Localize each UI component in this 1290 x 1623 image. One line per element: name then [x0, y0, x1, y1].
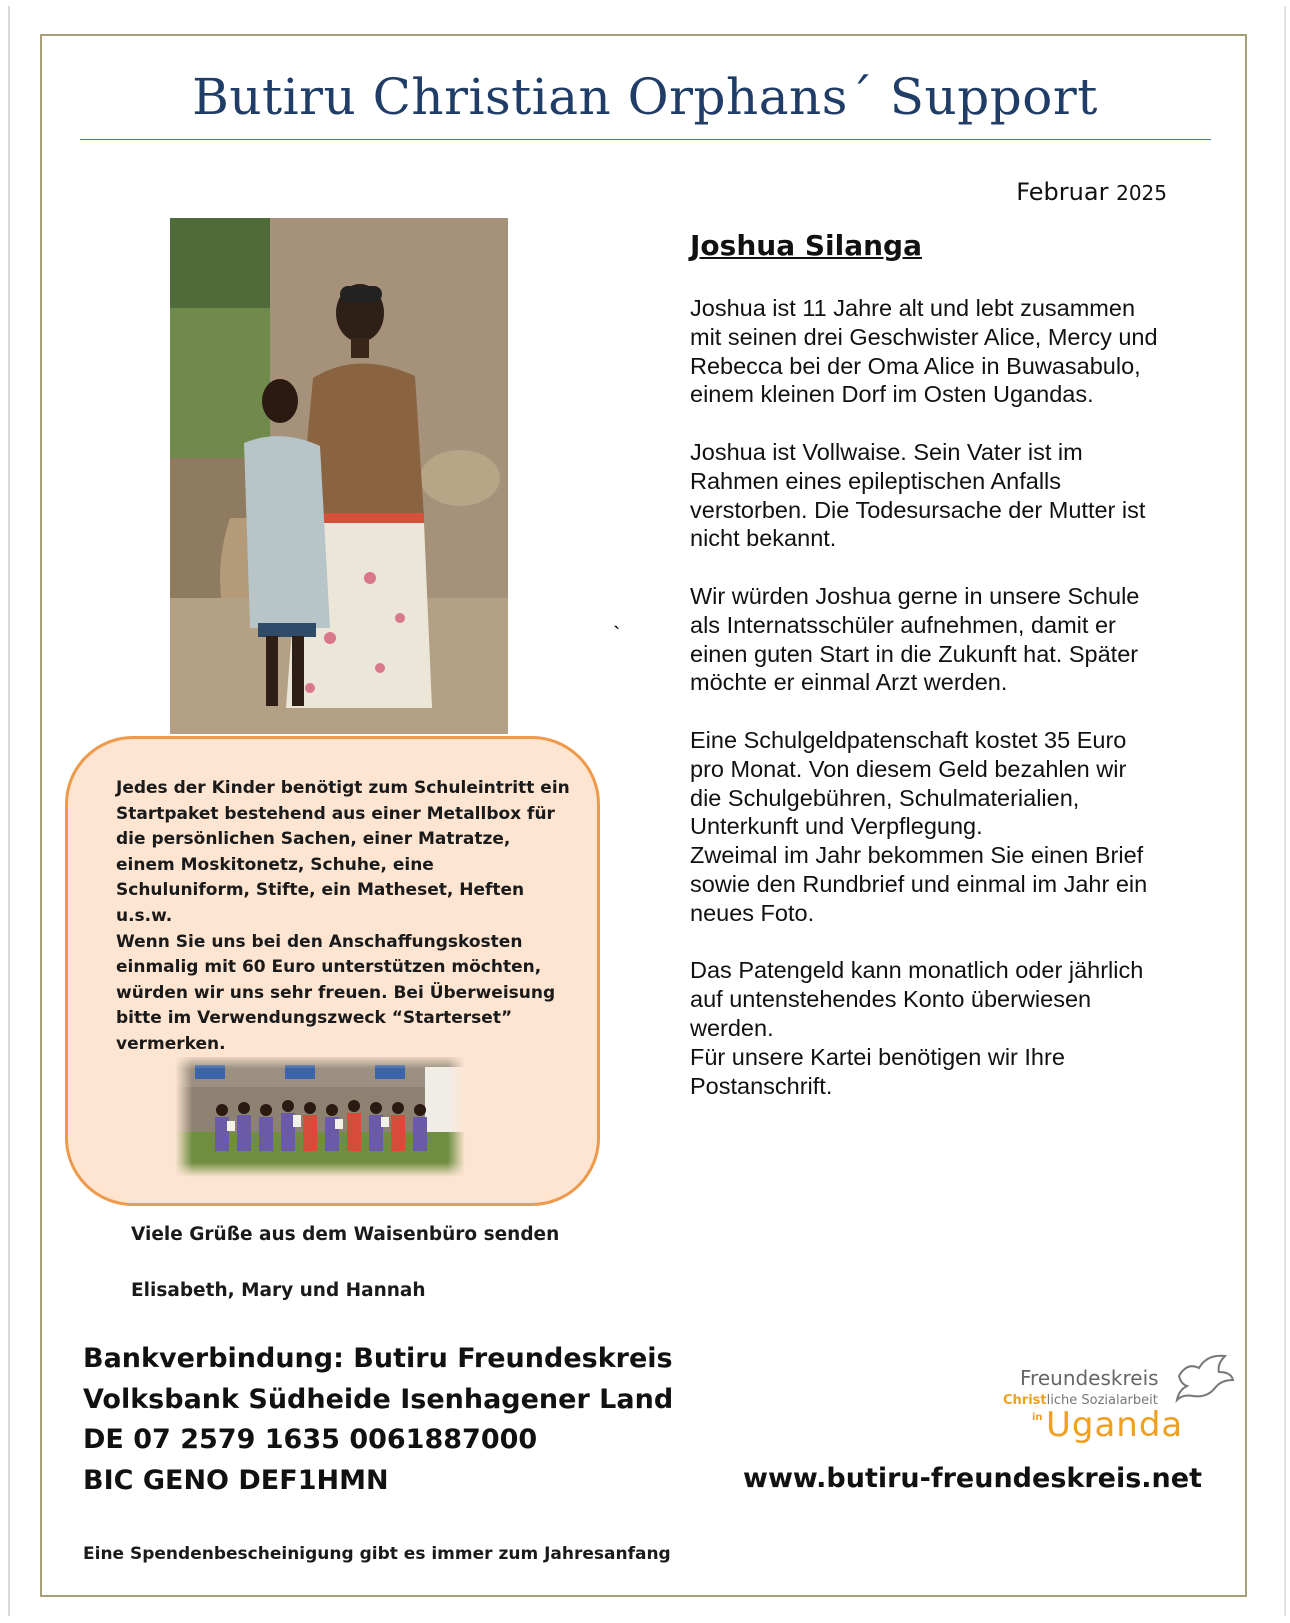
- logo-uganda: Uganda: [1046, 1405, 1184, 1445]
- profile-paragraph: Wir würden Joshua gerne in unsere Schule als Internatsschüler aufnehmen, damit er einen guten Start in die Zukunft hat. Später möchte er einmal Arzt werden.: [690, 582, 1140, 696]
- callout-text: [116, 776, 571, 1058]
- profile-paragraph: Joshua ist Vollwaise. Sein Vater ist im Rahmen eines epileptischen Anfalls verstorben. Die Todesursache der Mutter ist nicht bekannt.: [690, 438, 1146, 552]
- callout-paragraph: Wenn Sie uns bei den Anschaffungskosten einmalig mit 60 Euro unterstützen möchten, würden wir uns sehr freuen. Bei Überweisung bitte im Verwendungszweck “Starterset” vermerken.: [116, 931, 556, 1054]
- logo-sozialarbeit: liche Sozialarbeit: [1046, 1393, 1158, 1408]
- bank-bic: BIC GENO DEF1HMN: [83, 1464, 389, 1496]
- bank-details: [83, 1339, 673, 1501]
- logo-line-freundeskreis: Freundeskreis: [1020, 1366, 1159, 1390]
- bank-line: Bankverbindung: Butiru Freundeskreis: [83, 1343, 673, 1374]
- closing-signers: Elisabeth, Mary und Hannah: [131, 1280, 426, 1301]
- callout-paragraph: Jedes der Kinder benötigt zum Schuleintritt ein Startpaket bestehend aus einer Metallbox für die persönlichen Sachen, einer Matratze, einem Moskitonetz, Schuhe, eine Schuluniform, Stifte, ein Matheset, Heften u.s.w.: [116, 778, 570, 926]
- date-year: 2025: [1116, 181, 1167, 205]
- page-title: Butiru Christian Orphans´ Support: [192, 68, 1098, 126]
- profile-description: [690, 294, 1160, 1129]
- starter-pack-callout: [65, 736, 600, 1206]
- organization-logo: [998, 1352, 1238, 1452]
- logo-in: in: [1032, 1412, 1043, 1423]
- profile-paragraph: Für unsere Kartei benötigen wir Ihre Postanschrift.: [690, 1043, 1065, 1099]
- date-month: Februar: [1016, 178, 1109, 206]
- portrait-photo: [170, 218, 508, 734]
- bank-iban: DE 07 2579 1635 0061887000: [83, 1424, 538, 1455]
- profile-paragraph: Joshua ist 11 Jahre alt und lebt zusammen mit seinen drei Geschwister Alice, Mercy und Rebecca bei der Oma Alice in Buwasabulo, einem kleinen Dorf im Osten Ugandas.: [690, 295, 1158, 408]
- children-group-photo: [175, 1057, 465, 1177]
- logo-christ: Christ: [1003, 1393, 1047, 1408]
- child-name-heading: Joshua Silanga: [690, 229, 922, 262]
- issue-date: [1016, 178, 1167, 206]
- profile-paragraph: Zweimal im Jahr bekommen Sie einen Brief sowie den Rundbrief und einmal im Jahr ein neues Foto.: [690, 842, 1148, 926]
- title-divider: [80, 139, 1211, 140]
- website-link[interactable]: www.butiru-freundeskreis.net: [743, 1463, 1202, 1494]
- profile-paragraph: Eine Schulgeldpatenschaft kostet 35 Euro pro Monat. Von diesem Geld bezahlen wir die Schulgebühren, Schulmaterialien, Unterkunft und Verpflegung.: [690, 726, 1127, 840]
- dove-icon: [1173, 1352, 1235, 1404]
- donation-receipt-note: Eine Spendenbescheinigung gibt es immer zum Jahresanfang: [83, 1544, 671, 1564]
- bank-line: Volksbank Südheide Isenhagener Land: [83, 1383, 674, 1415]
- closing-greeting: Viele Grüße aus dem Waisenbüro senden: [131, 1224, 560, 1245]
- stray-mark: `: [613, 622, 621, 647]
- profile-paragraph: Das Patengeld kann monatlich oder jährlich auf untenstehendes Konto überwiesen werden.: [690, 957, 1144, 1041]
